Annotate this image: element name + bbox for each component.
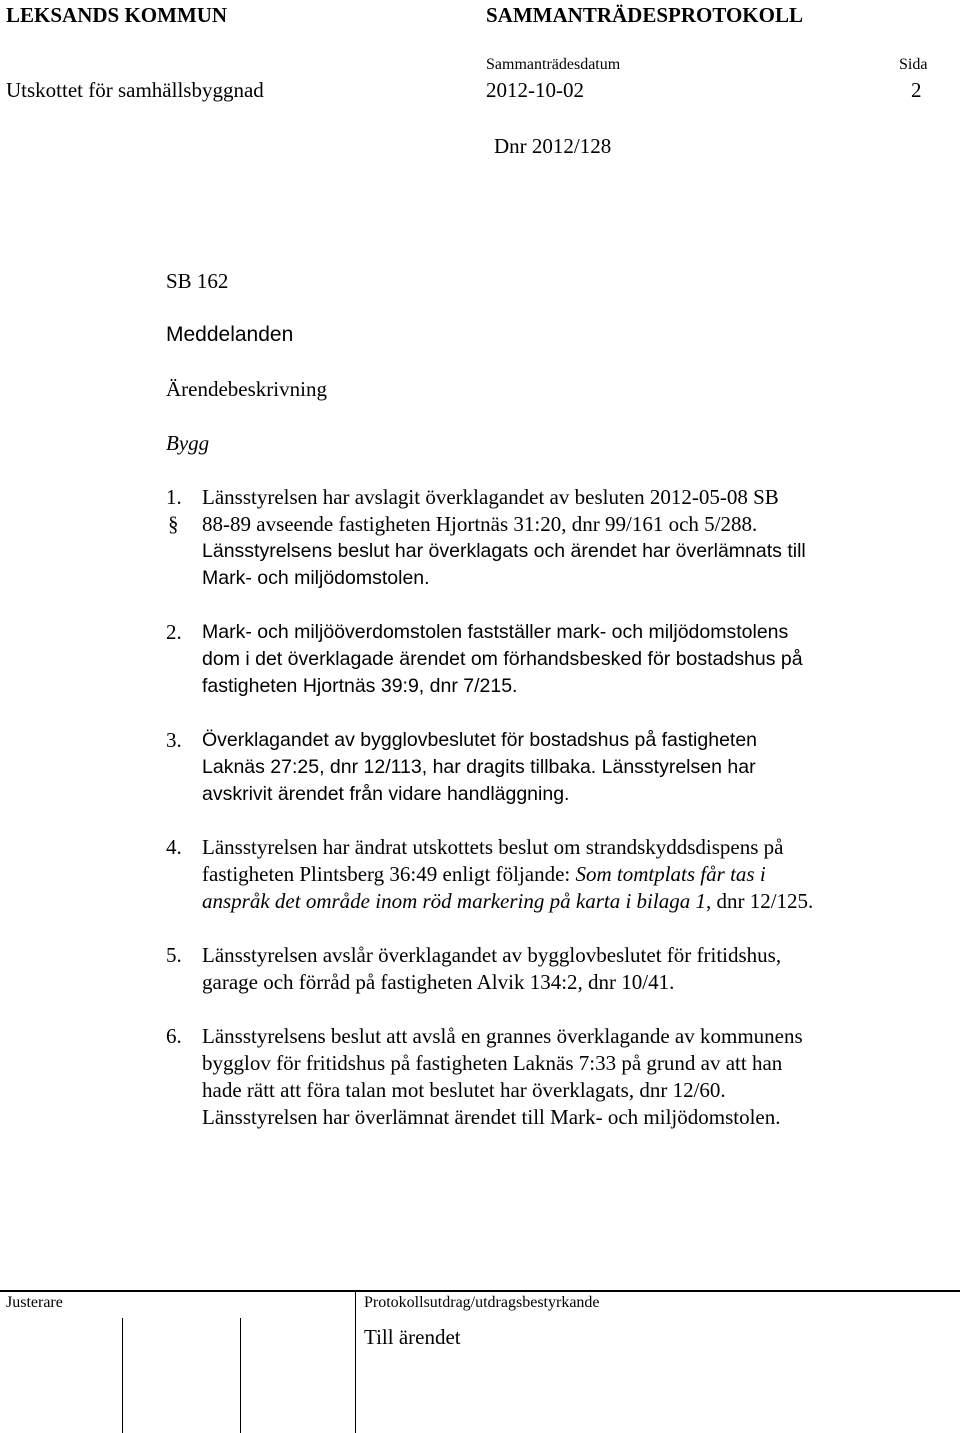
item-text-line: Länsstyrelsen har avslagit överklagandet av besluten 2012-05-08 SB <box>202 485 779 509</box>
meeting-date-label: Sammanträdesdatum <box>486 56 621 73</box>
item-text-line <box>202 862 766 887</box>
committee-name: Utskottet för samhällsbyggnad <box>6 78 264 102</box>
item-text-italic: anspråk det område inom röd markering på karta i bilaga 1 <box>202 889 706 913</box>
item-text-line: Laknäs 27:25, dnr 12/113, har dragits tillbaka. Länsstyrelsen har <box>202 756 756 778</box>
footer-top-rule <box>0 1290 960 1292</box>
item-text-line <box>202 889 813 914</box>
item-text-line: Överklagandet av bygglovbeslutet för bostadshus på fastigheten <box>202 729 758 751</box>
page-label: Sida <box>899 56 928 73</box>
item-number: 3. <box>166 728 182 752</box>
item-text-line: Länsstyrelsen avslår överklagandet av bygglovbeslutet för fritidshus, <box>202 943 782 967</box>
justerare-label: Justerare <box>6 1294 63 1311</box>
item-text-line: avskrivit ärendet från vidare handläggning. <box>202 783 570 805</box>
item-text-line: Länsstyrelsens beslut att avslå en grannes överklagande av kommunens <box>202 1024 803 1048</box>
page-number: 2 <box>911 78 922 102</box>
item-text-line: hade rätt att föra talan mot beslutet har överklagats, dnr 12/60. <box>202 1078 726 1102</box>
signature-box-divider <box>240 1318 241 1433</box>
section-title: Meddelanden <box>166 323 294 346</box>
item-text-line: Länsstyrelsens beslut har överklagats och ärendet har överlämnats till <box>202 540 806 562</box>
item-text-line: dom i det överklagade ärendet om förhandsbesked för bostadshus på <box>202 648 803 670</box>
item-text-line: Mark- och miljödomstolen. <box>202 567 430 589</box>
item-number: 2. <box>166 620 182 644</box>
item-number: 1. <box>166 485 182 509</box>
signature-box-divider <box>122 1318 123 1433</box>
meeting-date: 2012-10-02 <box>486 78 584 102</box>
signature-box-divider <box>355 1290 356 1433</box>
item-text-line: bygglov för fritidshus på fastigheten Laknäs 7:33 på grund av att han <box>202 1051 783 1075</box>
item-text-line: Länsstyrelsen har ändrat utskottets beslut om strandskyddsdispens på <box>202 835 784 859</box>
category-label: Bygg <box>166 431 210 455</box>
extract-label: Protokollsutdrag/utdragsbestyrkande <box>364 1294 600 1311</box>
registration-number: Dnr 2012/128 <box>494 134 612 158</box>
document-type: SAMMANTRÄDESPROTOKOLL <box>486 3 803 27</box>
item-text-line: Mark- och miljööverdomstolen fastställer mark- och miljödomstolens <box>202 621 789 643</box>
item-text-italic: Som tomtplats får tas i <box>575 862 766 886</box>
item-text-line: garage och förråd på fastigheten Alvik 134:2, dnr 10/41. <box>202 970 675 994</box>
item-text-plain: fastigheten Plintsberg 36:49 enligt följande: <box>202 862 576 886</box>
extract-value: Till ärendet <box>364 1325 461 1349</box>
municipality-name: LEKSANDS KOMMUN <box>6 3 228 27</box>
item-number: 4. <box>166 835 182 859</box>
section-subheading: Ärendebeskrivning <box>166 377 327 401</box>
item-number: 6. <box>166 1024 182 1048</box>
item-text-plain: , dnr 12/125. <box>705 889 814 913</box>
item-text-line: Länsstyrelsen har överlämnat ärendet till Mark- och miljödomstolen. <box>202 1105 781 1129</box>
section-code: SB 162 <box>166 269 229 293</box>
item-text-line: 88-89 avseende fastigheten Hjortnäs 31:20, dnr 99/161 och 5/288. <box>202 512 758 536</box>
section-mark-icon: § <box>168 512 179 536</box>
item-text-line: fastigheten Hjortnäs 39:9, dnr 7/215. <box>202 675 518 697</box>
item-number: 5. <box>166 943 182 967</box>
